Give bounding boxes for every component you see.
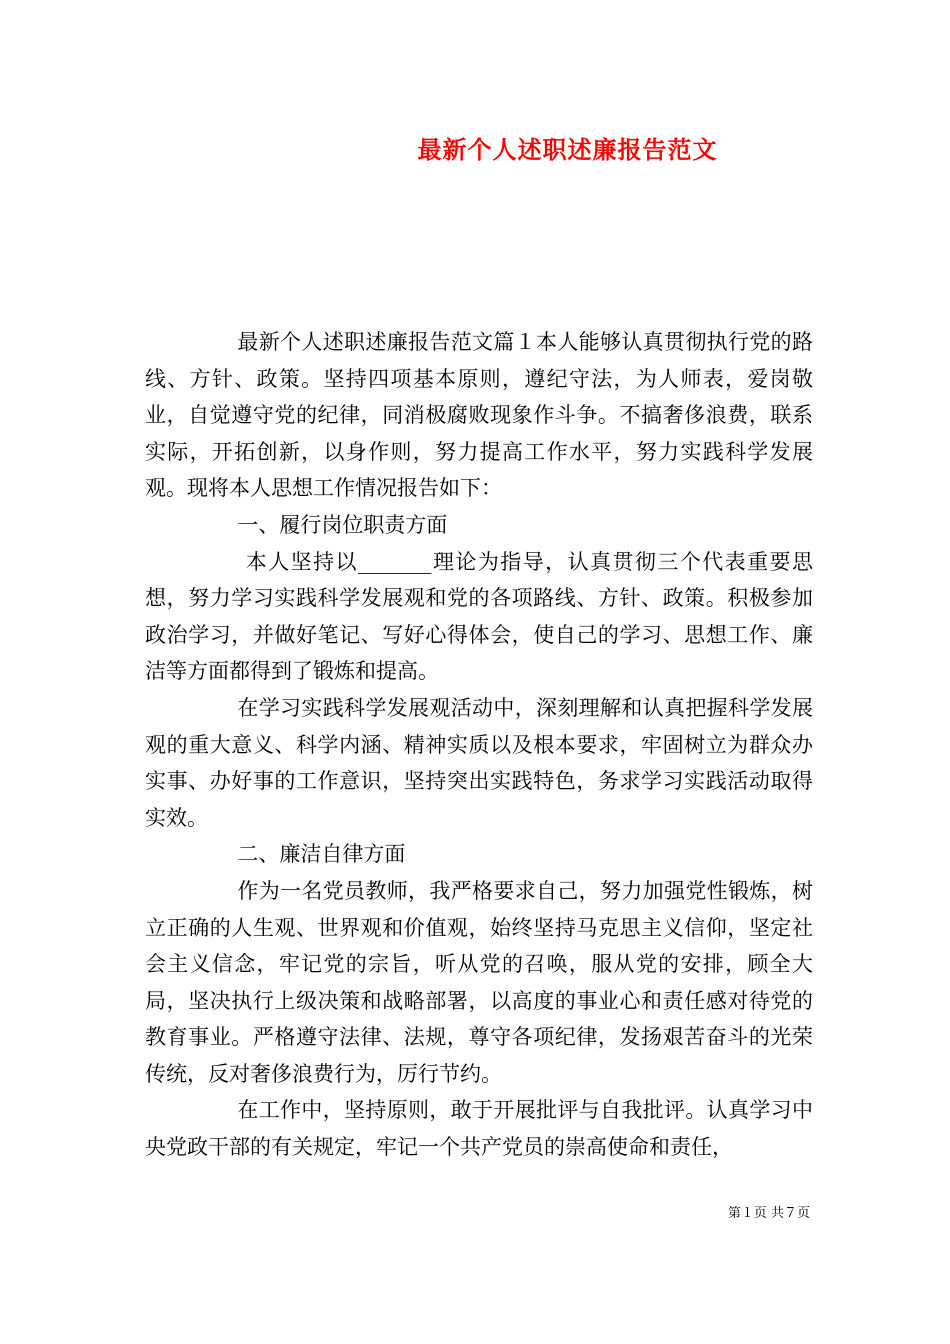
paragraph-intro: 最新个人述职述廉报告范文篇１本人能够认真贯彻执行党的路线、方针、政策。坚持四项基本原则，遵纪守法，为人师表，爱岗敬业，自觉遵守党的纪律，同消极腐败现象作斗争。不搞奢侈浪费，联系实际，开拓创新，以身作则，努力提高工作水平，努力实践科学发展观。现将本人思想工作情况报告如下： [145, 330, 813, 501]
page-number: 第１页 共７页 [727, 1206, 810, 1221]
paragraph-criticism: 在工作中，坚持原则，敢于开展批评与自我批评。认真学习中央党政干部的有关规定，牢记一个共产党员的崇高使命和责任， [145, 1098, 813, 1160]
paragraph-theory: 本人坚持以_______理论为指导，认真贯彻三个代表重要思想，努力学习实践科学发展观和党的各项路线、方针、政策。积极参加政治学习，并做好笔记、写好心得体会，使自己的学习、思想工作、廉洁等方面都得到了锻炼和提高。 [145, 549, 813, 684]
paragraph-practice: 在学习实践科学发展观活动中，深刻理解和认真把握科学发展观的重大意义、科学内涵、精神实质以及根本要求，牢固树立为群众办实事、办好事的工作意识，坚持突出实践特色，务求学习实践活动取得实效。 [145, 695, 813, 830]
document-title: 最新个人述职述廉报告范文 [417, 135, 718, 164]
paragraph-party-teacher: 作为一名党员教师，我严格要求自己，努力加强党性锻炼，树立正确的人生观、世界观和价值观，始终坚持马克思主义信仰，坚定社会主义信念，牢记党的宗旨，听从党的召唤，服从党的安排，顾全大局，坚决执行上级决策和战略部署，以高度的事业心和责任感对待党的教育事业。严格遵守法律、法规，尊守各项纪律，发扬艰苦奋斗的光荣传统，反对奢侈浪费行为，厉行节约。 [145, 878, 813, 1086]
section-heading-integrity: 二、廉洁自律方面 [237, 842, 406, 867]
document-body [145, 324, 813, 1166]
section-heading-duties: 一、履行岗位职责方面 [237, 512, 448, 537]
